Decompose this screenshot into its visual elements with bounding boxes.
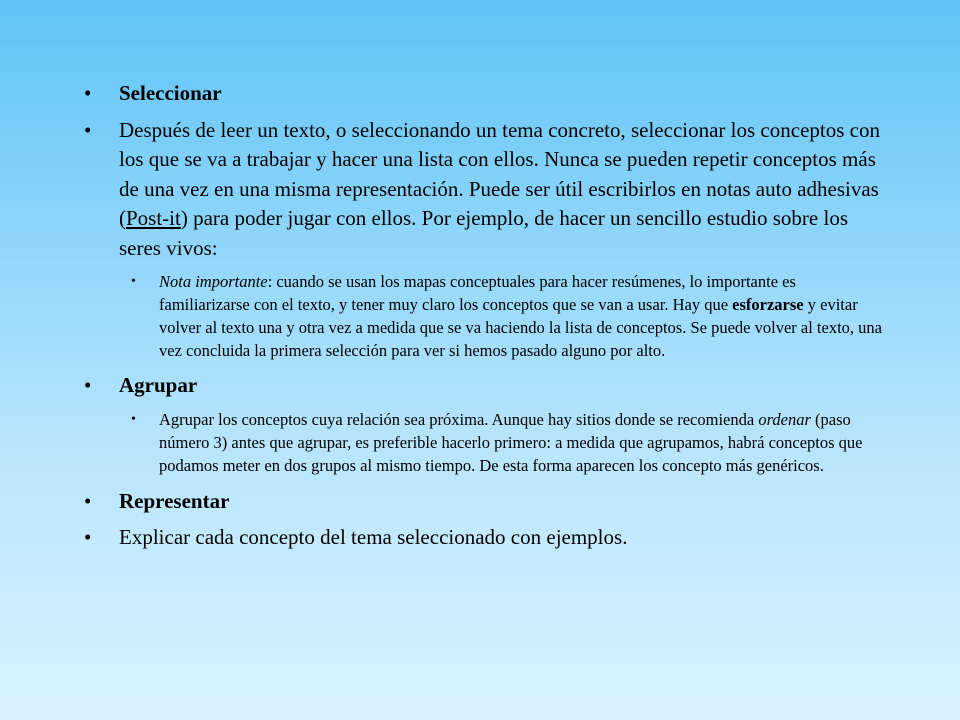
- heading-seleccionar: Seleccionar: [119, 81, 222, 105]
- nota-bold: esforzarse: [732, 295, 804, 314]
- bullet-explicar: [84, 523, 884, 553]
- bullet-seleccionar: [84, 79, 884, 109]
- heading-agrupar: Agrupar: [119, 373, 198, 397]
- agrupar-italic: ordenar: [758, 409, 811, 429]
- slide-content: [84, 79, 884, 560]
- bullet-dot: •: [84, 117, 92, 142]
- explicar-text: Explicar cada concepto del tema seleccionado con ejemplos.: [119, 525, 628, 549]
- agrupar-text-1: Agrupar los conceptos cuya relación sea próxima. Aunque hay sitios donde se recomienda: [159, 409, 759, 429]
- subbullet-agrupar: [84, 408, 884, 477]
- bullet-dot: •: [84, 488, 92, 513]
- bullet-dot: •: [131, 411, 136, 427]
- despues-text-2: ) para poder jugar con ellos. Por ejemplo, de hacer un sencillo estudio sobre los seres vivos:: [119, 206, 848, 260]
- bullet-dot: •: [131, 274, 136, 289]
- nota-label: Nota importante: [159, 272, 268, 291]
- post-it-link[interactable]: Post-it: [126, 206, 181, 230]
- bullet-dot: •: [84, 525, 92, 549]
- subbullet-nota: [84, 270, 884, 362]
- bullet-dot: •: [84, 81, 92, 105]
- agrupar-text-2: (paso número 3) antes que agrupar, es preferible hacerlo primero: a medida que agrupamos, habrá conceptos que podamos meter en dos grupos al mismo tiempo. De esta forma aparecen los concepto más genéricos.: [159, 409, 863, 475]
- despues-text-1: Después de leer un texto, o seleccionando un tema concreto, seleccionar los conceptos con los que se va a trabajar y hacer una lista con ellos. Nunca se pueden repetir conceptos más de una vez en una misma representación. Puede ser útil escribirlos en notas auto adhesivas (: [119, 117, 880, 230]
- bullet-representar: [84, 487, 884, 517]
- heading-representar: Representar: [119, 488, 230, 513]
- nota-text-1: : cuando se usan los mapas conceptuales para hacer resúmenes, lo importante es familiarizarse con el texto, y tener muy claro los conceptos que se van a usar. Hay que: [159, 272, 796, 314]
- nota-text-2: y evitar volver al texto una y otra vez a medida que se va haciendo la lista de conceptos. Se puede volver al texto, una vez concluida la primera selección para ver si hemos pasado alguno por alto.: [159, 295, 882, 360]
- bullet-dot: •: [84, 373, 92, 397]
- bullet-despues: [84, 116, 884, 264]
- bullet-agrupar: [84, 371, 884, 401]
